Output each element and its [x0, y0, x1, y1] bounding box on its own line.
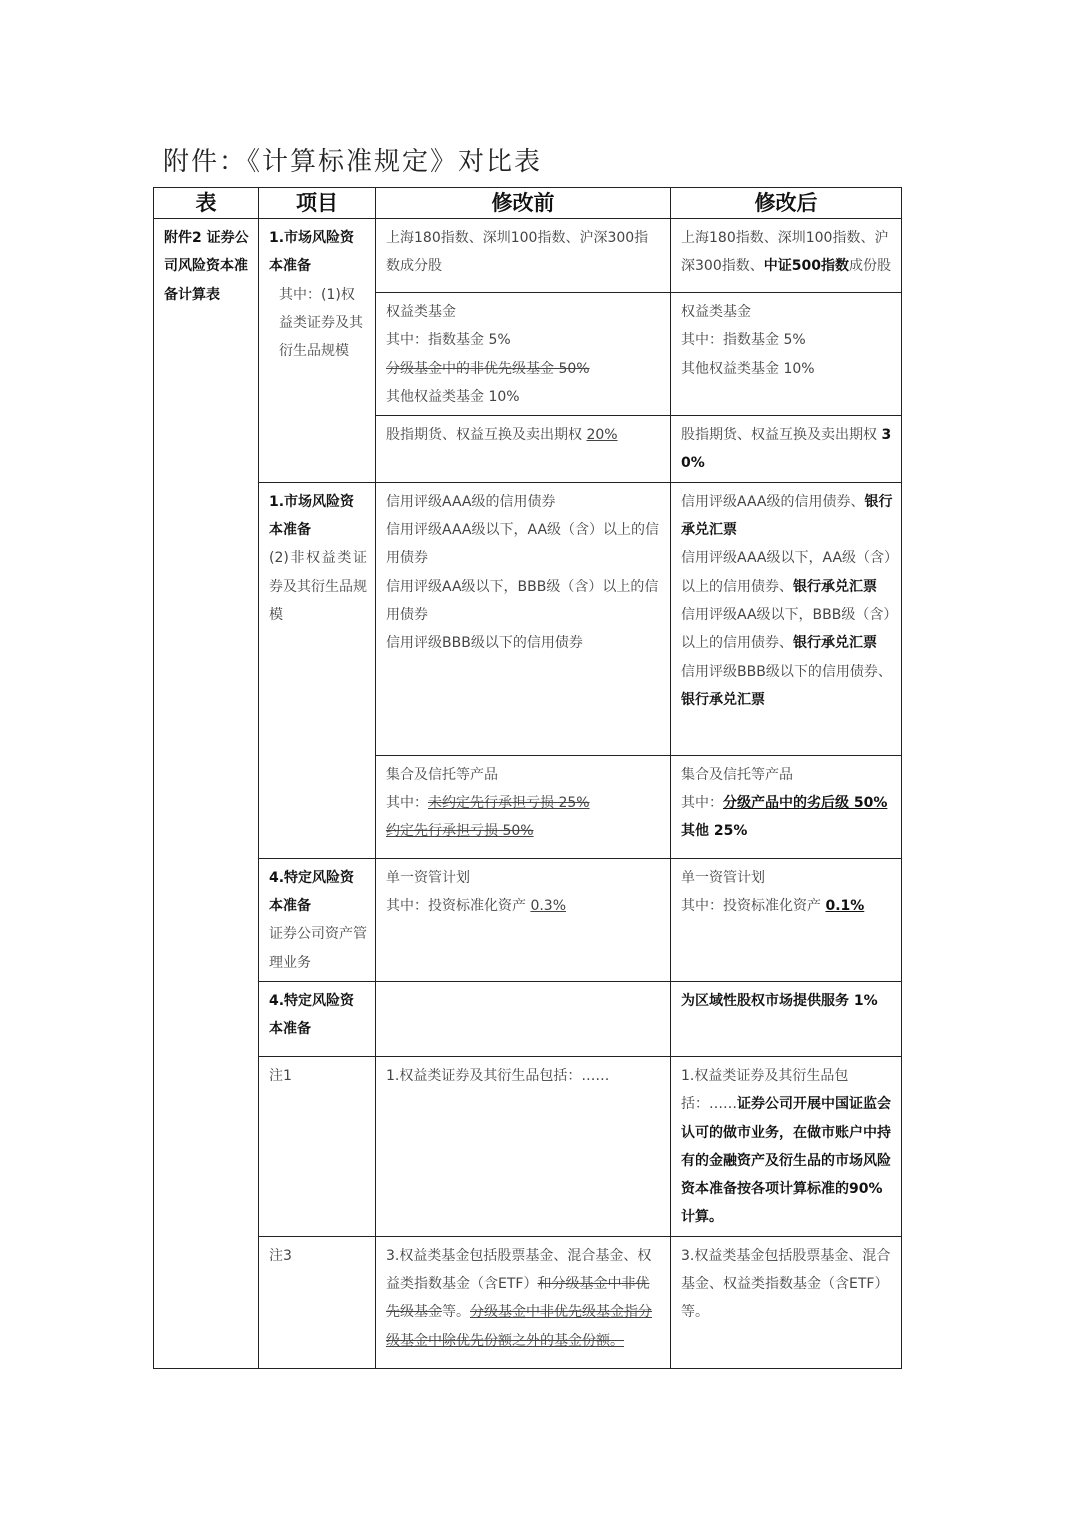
item-sub: 其中：(1)权益类证券及其衍生品规模 — [279, 286, 363, 360]
after-text: 1.权益类证券及其衍生品包括：…… — [681, 1067, 849, 1113]
table-name: 附件2 证券公司风险资本准备计算表 — [164, 230, 249, 303]
before-line: 信用评级AAA级以下，AA级（含）以上的信用债券 — [386, 522, 660, 567]
before-cell — [376, 858, 671, 981]
before-line: 其中：指数基金 5% — [386, 332, 511, 349]
before-cell — [376, 1236, 671, 1368]
after-added-text: 为区域性股权市场提供服务 1% — [681, 992, 878, 1009]
before-deleted-line: 分级基金中的非优先级基金 50% — [386, 360, 590, 377]
after-text: 3.权益类基金包括股票基金、混合基金、权益类指数基金（含ETF）等。 — [681, 1247, 891, 1321]
item-label: 4.特定风险资本准备 — [269, 992, 355, 1038]
before-text: 其中： — [386, 795, 428, 812]
header-table: 表 — [154, 188, 259, 219]
table-row — [154, 981, 902, 1056]
item-cell — [259, 219, 376, 483]
item-sub: (2)非权益类证券及其衍生品规模 — [269, 550, 367, 623]
before-cell — [376, 482, 671, 755]
after-line: 其他权益类基金 10% — [681, 360, 815, 377]
before-deleted-text: 未约定先行承担亏损 25% — [428, 795, 590, 812]
after-cell — [671, 1236, 902, 1368]
after-text: 信用评级AAA级的信用债券、 — [681, 493, 865, 510]
before-text: 其中：投资标准化资产 — [386, 898, 531, 915]
item-cell — [259, 858, 376, 981]
before-cell — [376, 981, 671, 1056]
after-line: 单一资管计划 — [681, 869, 765, 886]
table-name-cell — [154, 219, 259, 1369]
after-text: 上海180指数、深圳100指数、沪深300指数、 — [681, 230, 889, 275]
before-underlined-value: 0.3% — [530, 898, 567, 915]
after-cell — [671, 482, 902, 755]
after-added-text: 分级产品中的劣后级 50% — [723, 795, 888, 812]
item-label: 注1 — [269, 1067, 292, 1084]
before-line: 其他权益类基金 10% — [386, 388, 520, 405]
after-text: 信用评级AAA级以下，AA级（含）以上的信用债券、 — [681, 550, 892, 595]
item-label: 1.市场风险资本准备 — [269, 230, 355, 275]
after-added-text: 银行承兑汇票 — [681, 493, 893, 539]
item-cell — [259, 482, 376, 858]
before-line: 单一资管计划 — [386, 869, 470, 886]
comparison-table — [153, 187, 902, 1369]
after-cell — [671, 755, 902, 858]
page-title: 附件：《计算标准规定》对比表 — [163, 147, 543, 177]
header-after: 修改后 — [671, 188, 902, 219]
header-before: 修改前 — [376, 188, 671, 219]
before-text: 股指期货、权益互换及卖出期权 — [386, 427, 587, 444]
after-cell — [671, 416, 902, 483]
after-added-text: 银行承兑汇票 — [793, 635, 877, 652]
item-cell — [259, 981, 376, 1056]
before-line: 权益类基金 — [386, 304, 456, 320]
after-cell — [671, 981, 902, 1056]
after-text: 股指期货、权益互换及卖出期权 — [681, 427, 882, 444]
after-added-value: 0.1% — [825, 898, 865, 915]
before-deleted-line: 约定先行承担亏损 50% — [386, 823, 534, 840]
before-line: 信用评级BBB级以下的信用债券 — [386, 635, 583, 652]
before-line: 信用评级AAA级的信用债券 — [386, 493, 556, 510]
after-cell — [671, 219, 902, 293]
before-cell — [376, 755, 671, 858]
after-cell — [671, 858, 902, 981]
after-added-value: 30% — [681, 427, 892, 472]
before-deleted-text: 分级基金中非优先级基金指分级基金中除优先份额之外的基金份额。 — [386, 1304, 652, 1349]
table-row — [154, 219, 902, 293]
after-added-text: 银行承兑汇票 — [681, 691, 765, 708]
after-line: 集合及信托等产品 — [681, 766, 793, 783]
after-line: 权益类基金 — [681, 304, 751, 320]
before-cell — [376, 219, 671, 293]
before-line: 集合及信托等产品 — [386, 766, 498, 783]
after-added-text: 证券公司开展中国证监会认可的做市业务，在做市账户中持有的金融资产及衍生品的市场风险资本准备按各项计算标准的90%计算。 — [681, 1096, 891, 1226]
item-label: 注3 — [269, 1247, 292, 1264]
before-text: 上海180指数、深圳100指数、沪深300指数成分股 — [386, 230, 649, 275]
table-row — [154, 482, 902, 755]
before-deleted-text: 和分级基金中非优先级基金 — [386, 1276, 650, 1321]
after-text: 其中：投资标准化资产 — [681, 898, 826, 915]
item-label: 4.特定风险资本准备 — [269, 869, 355, 915]
after-text: 信用评级AA级以下，BBB级（含）以上的信用债券、 — [681, 606, 891, 652]
item-sub: 证券公司资产管理业务 — [269, 926, 367, 971]
item-cell — [259, 1056, 376, 1236]
table-row — [154, 858, 902, 981]
after-added-text: 银行承兑汇票 — [793, 578, 877, 595]
before-text: 3.权益类基金包括股票基金、混合基金、权益类指数基金（含ETF） — [386, 1247, 652, 1293]
before-cell — [376, 293, 671, 416]
after-added-text: 中证500指数 — [763, 258, 849, 275]
after-text: 其中： — [681, 795, 723, 812]
table-row — [154, 1236, 902, 1368]
table-row — [154, 1056, 902, 1236]
after-line: 其中：指数基金 5% — [681, 332, 806, 349]
before-cell — [376, 1056, 671, 1236]
table-header-row — [154, 188, 902, 219]
after-text: 信用评级BBB级以下的信用债券、 — [681, 663, 892, 680]
item-label: 1.市场风险资本准备 — [269, 493, 355, 539]
after-cell — [671, 1056, 902, 1236]
item-cell — [259, 1236, 376, 1368]
after-cell — [671, 293, 902, 416]
after-added-line: 其他 25% — [681, 823, 748, 840]
before-text: 等。 — [442, 1304, 470, 1321]
before-text: 1.权益类证券及其衍生品包括：…… — [386, 1067, 610, 1084]
before-line: 信用评级AA级以下，BBB级（含）以上的信用债券 — [386, 578, 659, 623]
after-text: 成份股 — [848, 258, 891, 275]
before-underlined-value: 20% — [586, 427, 618, 444]
before-cell — [376, 416, 671, 483]
header-item: 项目 — [259, 188, 376, 219]
